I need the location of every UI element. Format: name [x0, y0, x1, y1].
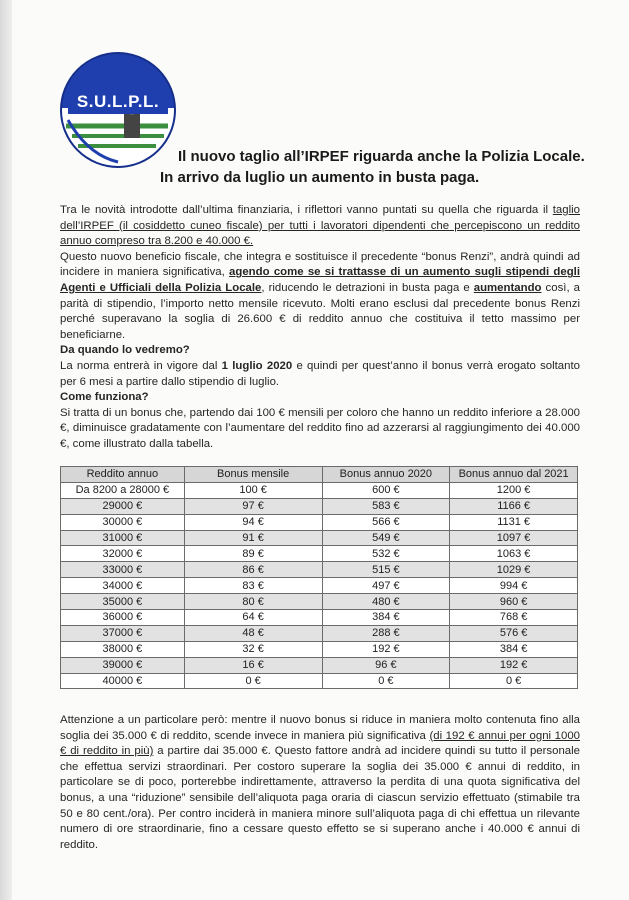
header-bonus-mensile: Bonus mensile — [184, 467, 322, 483]
table-cell: 532 € — [322, 546, 450, 562]
table-cell: 40000 € — [61, 673, 185, 689]
table-cell: Da 8200 a 28000 € — [61, 482, 185, 498]
closing-text — [60, 713, 580, 853]
table-cell: 96 € — [322, 657, 450, 673]
table-cell: 480 € — [322, 594, 450, 610]
intro-text — [60, 203, 580, 453]
table-cell: 34000 € — [61, 578, 185, 594]
table-cell: 288 € — [322, 625, 450, 641]
table-cell: 497 € — [322, 578, 450, 594]
question-when: Da quando lo vedremo? — [60, 344, 190, 357]
table-cell: 1166 € — [450, 498, 578, 514]
table-cell: 31000 € — [61, 530, 185, 546]
paragraph-4: Si tratta di un bonus che, partendo dai 100 € mensili per coloro che hanno un reddito inferiore a 28.000 €, diminuisce gradatamente con l’aumentare del reddito fino ad azzerarsi al raggiungimento dei 40.000 €, come illustrato dalla tabella. — [60, 406, 580, 450]
paragraph-5: Attenzione a un particolare però: mentre il nuovo bonus si riduce in maniera molto contenuta fino alla soglia dei 35.000 € di reddito, scende invece in maniera più significativa (di 192 € annui per ogni 1000 € di reddito in più) a partire dai 35.000 €. Questo fattore andrà ad incidere quindi su tutto il personale che effettua servizi straordinari. Per costoro superare la soglia dei 35.000 € annui di reddito, in particolare se di poco, porterebbe indirettamente, attraverso la perdita di una quota significativa del bonus, a una “riduzione” sensibile dell’aliquota paga oraria di ciascun servizio effettuato (stimabile tra 50 e 80 cent./ora). Per contro inciderà in maniera minore sull’aliquota paga di chi effettua un rilevante numero di ore straordinarie, fino a cessare questo effetto se si superano anche i 40.000 € annui di reddito. — [60, 714, 580, 851]
title-line-1: Il nuovo taglio all’IRPEF riguarda anche la Polizia Locale. — [178, 148, 585, 165]
table-row — [61, 562, 578, 578]
table-cell: 515 € — [322, 562, 450, 578]
table-cell: 100 € — [184, 482, 322, 498]
table-cell: 36000 € — [61, 610, 185, 626]
table-row — [61, 594, 578, 610]
table-cell: 97 € — [184, 498, 322, 514]
table-cell: 64 € — [184, 610, 322, 626]
table-cell: 29000 € — [61, 498, 185, 514]
title-line-2: In arrivo da luglio un aumento in busta paga. — [160, 169, 480, 186]
table-cell: 38000 € — [61, 641, 185, 657]
question-how: Come funziona? — [60, 391, 149, 404]
table-cell: 86 € — [184, 562, 322, 578]
document-title — [120, 146, 600, 188]
table-row — [61, 546, 578, 562]
table-row — [61, 482, 578, 498]
table-cell: 32000 € — [61, 546, 185, 562]
table-cell: 39000 € — [61, 657, 185, 673]
table-cell: 35000 € — [61, 594, 185, 610]
table-cell: 1029 € — [450, 562, 578, 578]
table-cell: 384 € — [322, 610, 450, 626]
table-header-row — [61, 467, 578, 483]
table-cell: 16 € — [184, 657, 322, 673]
table-row — [61, 625, 578, 641]
table-cell: 89 € — [184, 546, 322, 562]
table-cell: 0 € — [450, 673, 578, 689]
table-cell: 1200 € — [450, 482, 578, 498]
table-cell: 576 € — [450, 625, 578, 641]
table-cell: 192 € — [322, 641, 450, 657]
header-bonus-2021: Bonus annuo dal 2021 — [450, 467, 578, 483]
table-cell: 0 € — [322, 673, 450, 689]
table-row — [61, 514, 578, 530]
table-cell: 37000 € — [61, 625, 185, 641]
table-row — [61, 610, 578, 626]
bonus-table-container — [60, 466, 578, 689]
bonus-table — [60, 466, 578, 689]
header-bonus-2020: Bonus annuo 2020 — [322, 467, 450, 483]
table-cell: 1063 € — [450, 546, 578, 562]
page-shadow — [0, 0, 12, 900]
table-row — [61, 657, 578, 673]
paragraph-1: Tra le novità introdotte dall’ultima finanziaria, i riflettori vanno puntati su quella che riguarda il taglio dell’IRPEF (il cosiddetto cuneo fiscale) per tutti i lavoratori dipendenti che percepiscono un reddito annuo compreso tra 8.200 e 40.000 €. — [60, 204, 580, 248]
table-cell: 960 € — [450, 594, 578, 610]
table-cell: 549 € — [322, 530, 450, 546]
table-cell: 94 € — [184, 514, 322, 530]
table-cell: 0 € — [184, 673, 322, 689]
table-cell: 83 € — [184, 578, 322, 594]
table-row — [61, 578, 578, 594]
table-cell: 600 € — [322, 482, 450, 498]
table-cell: 994 € — [450, 578, 578, 594]
table-row — [61, 530, 578, 546]
table-cell: 48 € — [184, 625, 322, 641]
table-cell: 192 € — [450, 657, 578, 673]
table-cell: 33000 € — [61, 562, 185, 578]
table-cell: 30000 € — [61, 514, 185, 530]
table-cell: 1131 € — [450, 514, 578, 530]
table-cell: 32 € — [184, 641, 322, 657]
table-cell: 768 € — [450, 610, 578, 626]
table-cell: 91 € — [184, 530, 322, 546]
table-cell: 583 € — [322, 498, 450, 514]
paragraph-2: Questo nuovo beneficio fiscale, che integra e sostituisce il precedente “bonus Renzi”, andrà quindi ad incidere in maniera significativa, agendo come se si trattasse di un aumento sugli stipendi degli Agenti e Ufficiali della Polizia Locale, riducendo le detrazioni in busta paga e aumentando così, a parità di stipendio, l’importo netto mensile ricevuto. Molti erano esclusi dal precedente bonus Renzi perché superavano la soglia di 26.600 € di reddito annuo che costituiva il tetto massimo per beneficiarne. — [60, 250, 581, 341]
table-cell: 566 € — [322, 514, 450, 530]
table-cell: 384 € — [450, 641, 578, 657]
table-cell: 1097 € — [450, 530, 578, 546]
table-row — [61, 641, 578, 657]
table-row — [61, 498, 578, 514]
logo-text: S.U.L.P.L. — [76, 92, 160, 111]
table-cell: 80 € — [184, 594, 322, 610]
table-row — [61, 673, 578, 689]
header-reddito: Reddito annuo — [61, 467, 185, 483]
paragraph-3: La norma entrerà in vigore dal 1 luglio 2020 e quindi per quest’anno il bonus verrà erogato soltanto per 6 mesi a partire dallo stipendio di luglio. — [60, 359, 580, 388]
